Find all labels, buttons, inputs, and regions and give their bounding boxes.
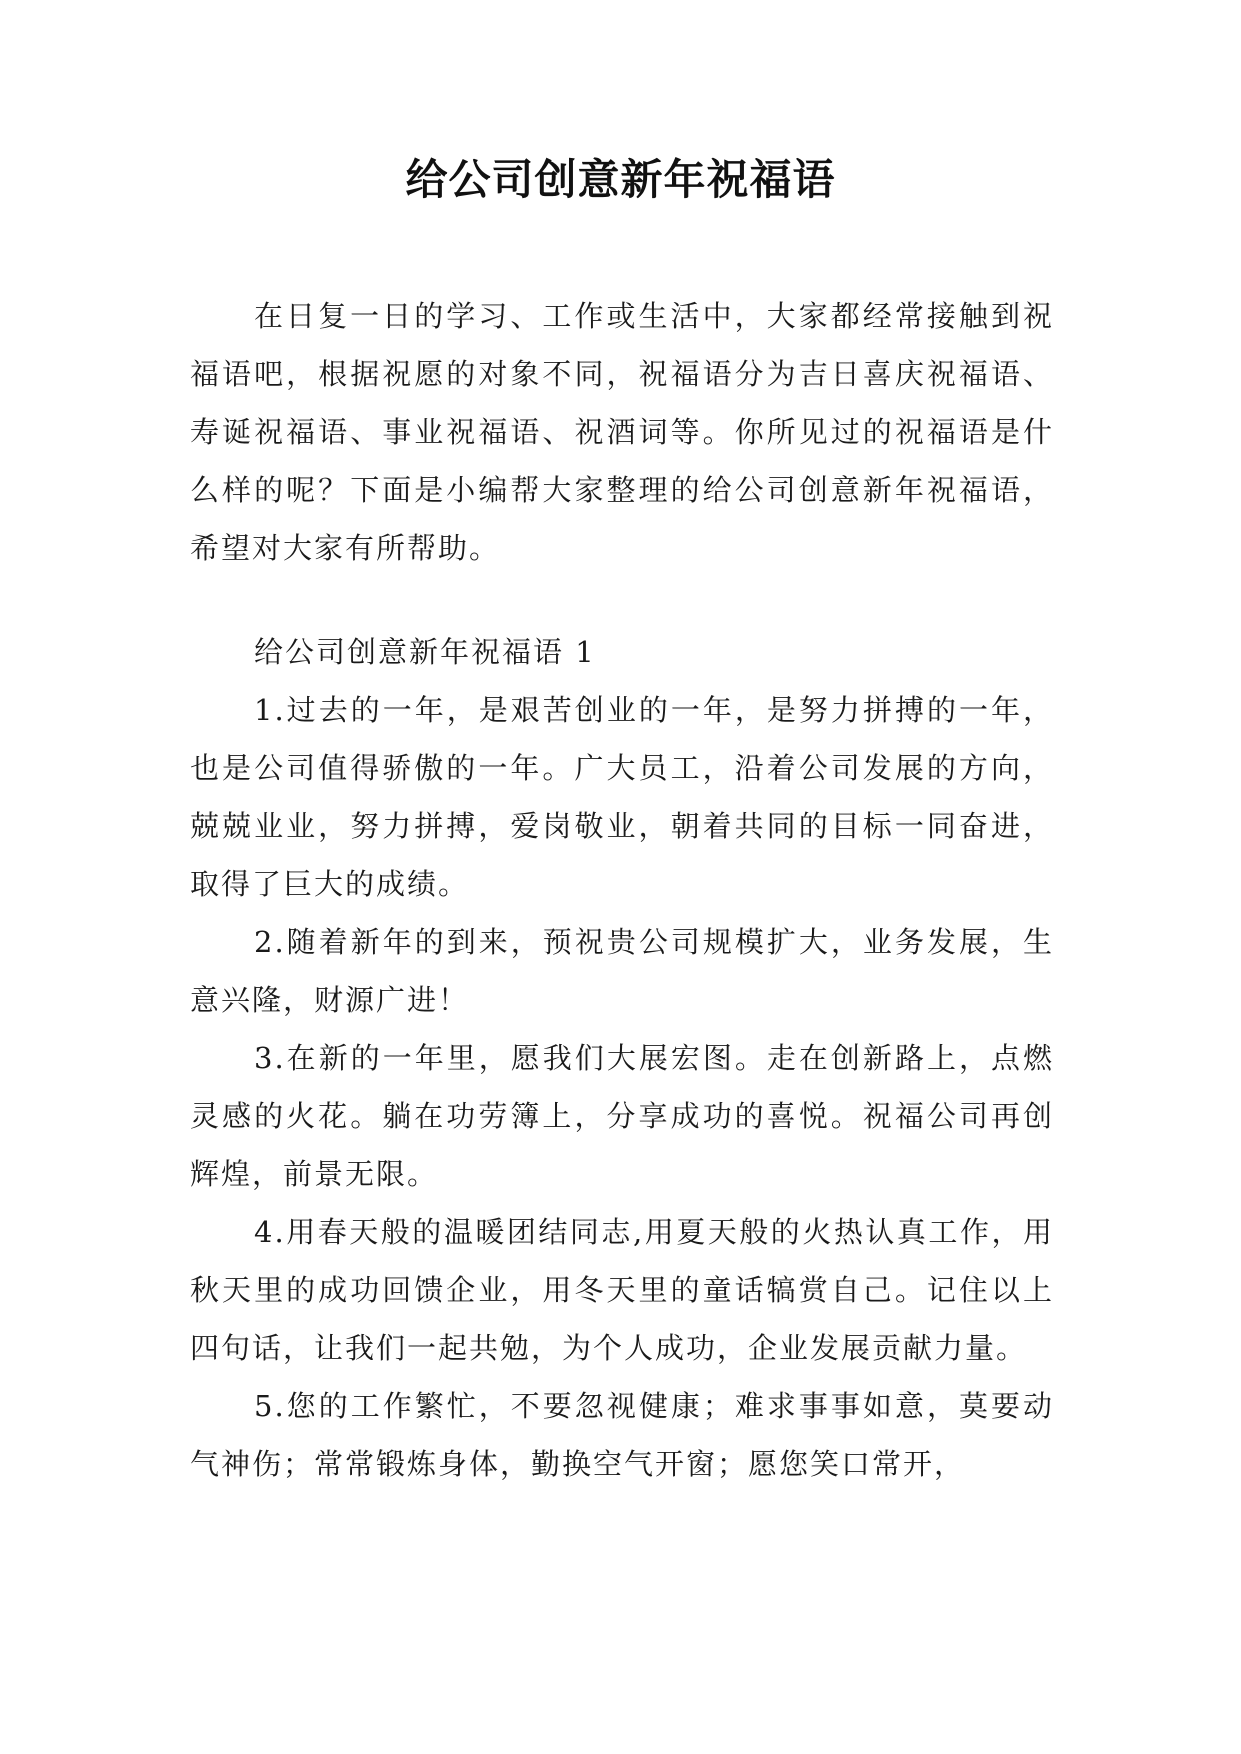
wish-item-3: 3.在新的一年里，愿我们大展宏图。走在创新路上，点燃灵感的火花。躺在功劳簿上，分享成功的喜悦。祝福公司再创辉煌，前景无限。 <box>190 1041 1054 1191</box>
document-body <box>190 287 1054 1493</box>
intro-paragraph: 在日复一日的学习、工作或生活中，大家都经常接触到祝福语吧，根据祝愿的对象不同，祝福语分为吉日喜庆祝福语、寿诞祝福语、事业祝福语、祝酒词等。你所见过的祝福语是什么样的呢？下面是小编帮大家整理的给公司创意新年祝福语，希望对大家有所帮助。 <box>190 299 1054 565</box>
section-heading: 给公司创意新年祝福语 1 <box>254 635 596 669</box>
wish-item-5: 5.您的工作繁忙，不要忽视健康；难求事事如意，莫要动气神伤；常常锻炼身体，勤换空气开窗；愿您笑口常开， <box>190 1389 1054 1481</box>
wish-item-4: 4.用春天般的温暖团结同志,用夏天般的火热认真工作，用秋天里的成功回馈企业，用冬天里的童话犒赏自己。记住以上四句话，让我们一起共勉，为个人成功，企业发展贡献力量。 <box>190 1215 1054 1365</box>
wish-item-2: 2.随着新年的到来，预祝贵公司规模扩大，业务发展，生意兴隆，财源广进！ <box>190 925 1054 1017</box>
wish-item-1: 1.过去的一年，是艰苦创业的一年，是努力拼搏的一年，也是公司值得骄傲的一年。广大员工，沿着公司发展的方向，兢兢业业，努力拼搏，爱岗敬业，朝着共同的目标一同奋进，取得了巨大的成绩。 <box>190 693 1054 901</box>
document-title: 给公司创意新年祝福语 <box>405 155 836 204</box>
